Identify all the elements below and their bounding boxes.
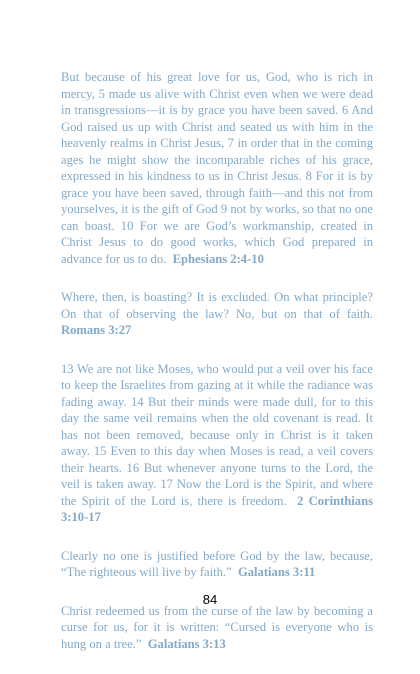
scripture-reference: 2 Corinthians 3:10-17 — [61, 493, 373, 524]
scripture-reference: Galatians 3:11 — [237, 565, 316, 579]
scripture-reference: Galatians 3:13 — [147, 636, 226, 651]
passage-ephesians-2-4-10 — [61, 69, 373, 267]
page-number: 84 — [202, 592, 218, 607]
passage-text: Clearly no one is justified before God by the law, because, “The righteous will live by faith.” — [61, 548, 373, 579]
passage-galatians-3-11 — [61, 548, 373, 581]
scripture-reference: Ephesians 2:4-10 — [172, 251, 264, 266]
passage-text: Christ redeemed us from the curse of the law by becoming a curse for us, for it is written: “Cursed is everyone who is hung on a tree.” — [61, 603, 373, 651]
passage-text: Where, then, is boasting? It is excluded. On what principle? On that of observing the law? No, but on that of faith. — [61, 290, 373, 321]
passage-text: But because of his great love for us, God, who is rich in mercy, 5 made us alive with Christ even when we were dead in transgressions—it is by grace you have been saved. 6 And God raised us up with Christ and seated us with him in the heavenly realms in Christ Jesus, 7 in order that in the coming ages he might show the incomparable riches of his grace, expressed in his kindness to us in Christ Jesus. 8 For it is by grace you have been saved, through faith—and this not from yourselves, it is the gift of God 9 not by works, so that no one can boast. 10 For we are God’s workmanship, created in Christ Jesus to do good works, which God prepared in advance for us to do. — [61, 70, 373, 266]
passage-text: 13 We are not like Moses, who would put a veil over his face to keep the Israelites from gazing at it while the radiance was fading away. 14 But their minds were made dull, for to this day the same veil remains when the old covenant is read. It has not been removed, because only in Christ is it taken away. 15 Even to this day when Moses is read, a veil covers their hearts. 16 But whenever anyone turns to the Lord, the veil is taken away. 17 Now the Lord is the Spirit, and where the Spirit of the Lord is, there is freedom. — [61, 361, 373, 508]
passage-galatians-3-13 — [61, 603, 373, 653]
page-body — [61, 69, 373, 674]
passage-2-corinthians-3-10-17 — [61, 361, 373, 526]
scripture-reference: Romans 3:27 — [61, 323, 132, 337]
passage-romans-3-27 — [61, 289, 373, 339]
